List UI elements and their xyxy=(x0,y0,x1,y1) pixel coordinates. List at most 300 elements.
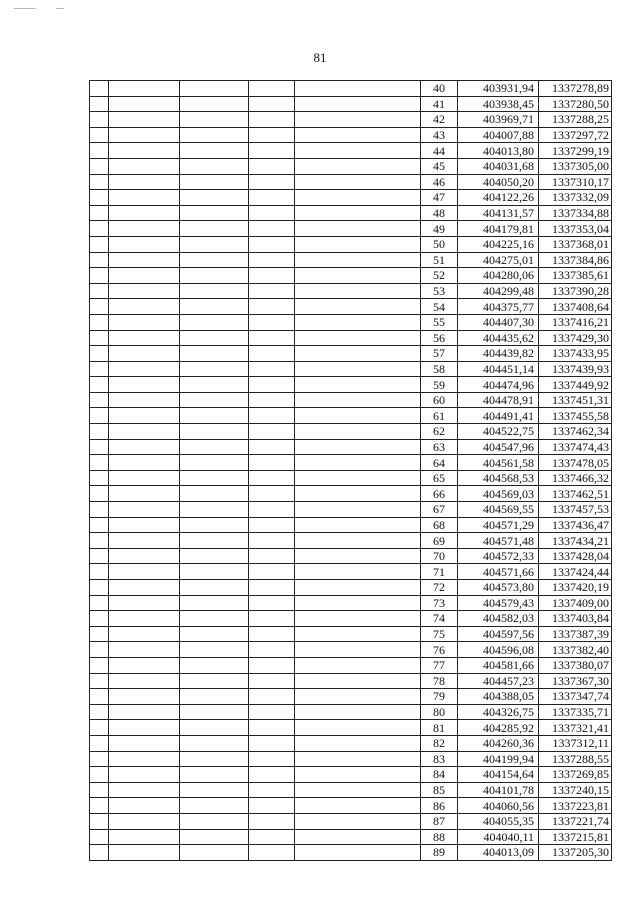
empty-cell xyxy=(249,564,295,580)
empty-cell xyxy=(109,174,180,190)
empty-cell xyxy=(109,112,180,128)
table-row xyxy=(90,486,612,502)
x-coordinate-cell: 404101,78 xyxy=(458,782,539,798)
table-row xyxy=(90,205,612,221)
point-number-cell: 71 xyxy=(421,564,458,580)
empty-cell xyxy=(295,829,421,845)
empty-cell xyxy=(180,377,249,393)
table-row xyxy=(90,424,612,440)
empty-cell xyxy=(90,283,109,299)
point-number-cell: 79 xyxy=(421,689,458,705)
point-number-cell: 50 xyxy=(421,236,458,252)
empty-cell xyxy=(90,735,109,751)
empty-cell xyxy=(295,236,421,252)
y-coordinate-cell: 1337221,74 xyxy=(539,813,612,829)
x-coordinate-cell: 404478,91 xyxy=(458,392,539,408)
point-number-cell: 46 xyxy=(421,174,458,190)
y-coordinate-cell: 1337297,72 xyxy=(539,127,612,143)
y-coordinate-cell: 1337299,19 xyxy=(539,143,612,159)
empty-cell xyxy=(180,813,249,829)
point-number-cell: 48 xyxy=(421,205,458,221)
empty-cell xyxy=(90,751,109,767)
empty-cell xyxy=(90,190,109,206)
table-row xyxy=(90,673,612,689)
point-number-cell: 55 xyxy=(421,314,458,330)
empty-cell xyxy=(249,221,295,237)
empty-cell xyxy=(180,314,249,330)
empty-cell xyxy=(180,252,249,268)
x-coordinate-cell: 404179,81 xyxy=(458,221,539,237)
empty-cell xyxy=(295,299,421,315)
empty-cell xyxy=(249,829,295,845)
empty-cell xyxy=(249,361,295,377)
y-coordinate-cell: 1337269,85 xyxy=(539,767,612,783)
empty-cell xyxy=(249,502,295,518)
empty-cell xyxy=(249,314,295,330)
point-number-cell: 85 xyxy=(421,782,458,798)
point-number-cell: 74 xyxy=(421,611,458,627)
empty-cell xyxy=(249,455,295,471)
x-coordinate-cell: 404122,26 xyxy=(458,190,539,206)
y-coordinate-cell: 1337474,43 xyxy=(539,439,612,455)
empty-cell xyxy=(180,564,249,580)
empty-cell xyxy=(90,96,109,112)
empty-cell xyxy=(249,236,295,252)
empty-cell xyxy=(90,143,109,159)
empty-cell xyxy=(249,81,295,97)
x-coordinate-cell: 404007,88 xyxy=(458,127,539,143)
empty-cell xyxy=(90,845,109,861)
empty-cell xyxy=(295,533,421,549)
empty-cell xyxy=(249,813,295,829)
y-coordinate-cell: 1337408,64 xyxy=(539,299,612,315)
empty-cell xyxy=(109,190,180,206)
x-coordinate-cell: 404199,94 xyxy=(458,751,539,767)
empty-cell xyxy=(295,96,421,112)
empty-cell xyxy=(180,782,249,798)
empty-cell xyxy=(90,408,109,424)
y-coordinate-cell: 1337240,15 xyxy=(539,782,612,798)
empty-cell xyxy=(249,470,295,486)
empty-cell xyxy=(295,190,421,206)
empty-cell xyxy=(109,236,180,252)
empty-cell xyxy=(249,767,295,783)
table-row xyxy=(90,377,612,393)
table-row xyxy=(90,751,612,767)
x-coordinate-cell: 404569,55 xyxy=(458,502,539,518)
empty-cell xyxy=(295,735,421,751)
empty-cell xyxy=(249,626,295,642)
point-number-cell: 83 xyxy=(421,751,458,767)
empty-cell xyxy=(295,408,421,424)
empty-cell xyxy=(295,439,421,455)
empty-cell xyxy=(109,268,180,284)
empty-cell xyxy=(249,392,295,408)
y-coordinate-cell: 1337223,81 xyxy=(539,798,612,814)
x-coordinate-cell: 404013,09 xyxy=(458,845,539,861)
empty-cell xyxy=(109,564,180,580)
empty-cell xyxy=(180,112,249,128)
x-coordinate-cell: 404573,80 xyxy=(458,580,539,596)
empty-cell xyxy=(90,767,109,783)
empty-cell xyxy=(295,548,421,564)
x-coordinate-cell: 404375,77 xyxy=(458,299,539,315)
empty-cell xyxy=(249,112,295,128)
empty-cell xyxy=(249,486,295,502)
table-row xyxy=(90,657,612,673)
empty-cell xyxy=(180,299,249,315)
table-row xyxy=(90,642,612,658)
empty-cell xyxy=(249,408,295,424)
empty-cell xyxy=(90,205,109,221)
point-number-cell: 86 xyxy=(421,798,458,814)
empty-cell xyxy=(90,782,109,798)
empty-cell xyxy=(90,174,109,190)
empty-cell xyxy=(295,455,421,471)
table-row xyxy=(90,548,612,564)
x-coordinate-cell: 404457,23 xyxy=(458,673,539,689)
empty-cell xyxy=(180,798,249,814)
x-coordinate-cell: 404596,08 xyxy=(458,642,539,658)
y-coordinate-cell: 1337332,09 xyxy=(539,190,612,206)
empty-cell xyxy=(90,252,109,268)
empty-cell xyxy=(109,611,180,627)
empty-cell xyxy=(180,657,249,673)
empty-cell xyxy=(295,330,421,346)
point-number-cell: 59 xyxy=(421,377,458,393)
empty-cell xyxy=(249,424,295,440)
empty-cell xyxy=(249,283,295,299)
x-coordinate-cell: 404060,56 xyxy=(458,798,539,814)
point-number-cell: 61 xyxy=(421,408,458,424)
x-coordinate-cell: 404225,16 xyxy=(458,236,539,252)
x-coordinate-cell: 404280,06 xyxy=(458,268,539,284)
empty-cell xyxy=(180,720,249,736)
empty-cell xyxy=(249,751,295,767)
empty-cell xyxy=(249,642,295,658)
empty-cell xyxy=(90,330,109,346)
empty-cell xyxy=(295,486,421,502)
empty-cell xyxy=(109,751,180,767)
empty-cell xyxy=(295,689,421,705)
empty-cell xyxy=(90,268,109,284)
empty-cell xyxy=(90,626,109,642)
x-coordinate-cell: 404055,35 xyxy=(458,813,539,829)
x-coordinate-cell: 404260,36 xyxy=(458,735,539,751)
empty-cell xyxy=(295,673,421,689)
empty-cell xyxy=(180,845,249,861)
y-coordinate-cell: 1337466,32 xyxy=(539,470,612,486)
table-row xyxy=(90,96,612,112)
empty-cell xyxy=(180,533,249,549)
scan-header-marks xyxy=(14,8,94,12)
empty-cell xyxy=(180,735,249,751)
empty-cell xyxy=(295,346,421,362)
empty-cell xyxy=(90,81,109,97)
empty-cell xyxy=(249,330,295,346)
point-number-cell: 70 xyxy=(421,548,458,564)
page-number: 81 xyxy=(313,50,327,65)
point-number-cell: 58 xyxy=(421,361,458,377)
empty-cell xyxy=(90,580,109,596)
empty-cell xyxy=(109,720,180,736)
empty-cell xyxy=(90,704,109,720)
y-coordinate-cell: 1337347,74 xyxy=(539,689,612,705)
table-row xyxy=(90,439,612,455)
empty-cell xyxy=(295,564,421,580)
point-number-cell: 75 xyxy=(421,626,458,642)
empty-cell xyxy=(90,470,109,486)
y-coordinate-cell: 1337312,11 xyxy=(539,735,612,751)
empty-cell xyxy=(109,455,180,471)
empty-cell xyxy=(249,689,295,705)
table-row xyxy=(90,392,612,408)
empty-cell xyxy=(109,252,180,268)
empty-cell xyxy=(180,346,249,362)
point-number-cell: 44 xyxy=(421,143,458,159)
point-number-cell: 69 xyxy=(421,533,458,549)
empty-cell xyxy=(249,720,295,736)
point-number-cell: 64 xyxy=(421,455,458,471)
point-number-cell: 53 xyxy=(421,283,458,299)
empty-cell xyxy=(109,377,180,393)
table-row xyxy=(90,798,612,814)
point-number-cell: 73 xyxy=(421,595,458,611)
x-coordinate-cell: 404561,58 xyxy=(458,455,539,471)
empty-cell xyxy=(180,158,249,174)
point-number-cell: 82 xyxy=(421,735,458,751)
empty-cell xyxy=(180,673,249,689)
x-coordinate-cell: 404435,62 xyxy=(458,330,539,346)
empty-cell xyxy=(109,408,180,424)
table-row xyxy=(90,299,612,315)
y-coordinate-cell: 1337462,51 xyxy=(539,486,612,502)
empty-cell xyxy=(90,314,109,330)
empty-cell xyxy=(249,252,295,268)
y-coordinate-cell: 1337305,00 xyxy=(539,158,612,174)
empty-cell xyxy=(295,470,421,486)
empty-cell xyxy=(90,502,109,518)
table-row xyxy=(90,595,612,611)
y-coordinate-cell: 1337380,07 xyxy=(539,657,612,673)
empty-cell xyxy=(90,813,109,829)
point-number-cell: 60 xyxy=(421,392,458,408)
table-row xyxy=(90,314,612,330)
empty-cell xyxy=(90,533,109,549)
point-number-cell: 42 xyxy=(421,112,458,128)
empty-cell xyxy=(90,548,109,564)
point-number-cell: 49 xyxy=(421,221,458,237)
y-coordinate-cell: 1337478,05 xyxy=(539,455,612,471)
empty-cell xyxy=(109,221,180,237)
empty-cell xyxy=(295,798,421,814)
empty-cell xyxy=(109,127,180,143)
x-coordinate-cell: 404013,80 xyxy=(458,143,539,159)
x-coordinate-cell: 404275,01 xyxy=(458,252,539,268)
empty-cell xyxy=(295,127,421,143)
empty-cell xyxy=(249,96,295,112)
table-row xyxy=(90,408,612,424)
table-row xyxy=(90,813,612,829)
table-row xyxy=(90,190,612,206)
point-number-cell: 62 xyxy=(421,424,458,440)
table-row xyxy=(90,782,612,798)
empty-cell xyxy=(295,283,421,299)
empty-cell xyxy=(249,377,295,393)
empty-cell xyxy=(109,673,180,689)
point-number-cell: 67 xyxy=(421,502,458,518)
empty-cell xyxy=(109,813,180,829)
empty-cell xyxy=(295,221,421,237)
empty-cell xyxy=(249,611,295,627)
y-coordinate-cell: 1337321,41 xyxy=(539,720,612,736)
x-coordinate-cell: 404572,33 xyxy=(458,548,539,564)
table-row xyxy=(90,845,612,861)
empty-cell xyxy=(249,548,295,564)
x-coordinate-cell: 404579,43 xyxy=(458,595,539,611)
empty-cell xyxy=(249,782,295,798)
empty-cell xyxy=(180,190,249,206)
y-coordinate-cell: 1337439,93 xyxy=(539,361,612,377)
table-row xyxy=(90,174,612,190)
empty-cell xyxy=(180,580,249,596)
point-number-cell: 78 xyxy=(421,673,458,689)
y-coordinate-cell: 1337382,40 xyxy=(539,642,612,658)
empty-cell xyxy=(295,143,421,159)
table-row xyxy=(90,81,612,97)
table-row xyxy=(90,112,612,128)
empty-cell xyxy=(180,689,249,705)
y-coordinate-cell: 1337420,19 xyxy=(539,580,612,596)
empty-cell xyxy=(295,626,421,642)
point-number-cell: 84 xyxy=(421,767,458,783)
point-number-cell: 41 xyxy=(421,96,458,112)
empty-cell xyxy=(180,424,249,440)
empty-cell xyxy=(295,845,421,861)
x-coordinate-cell: 404547,96 xyxy=(458,439,539,455)
empty-cell xyxy=(109,143,180,159)
empty-cell xyxy=(90,798,109,814)
empty-cell xyxy=(180,283,249,299)
table-row xyxy=(90,720,612,736)
empty-cell xyxy=(180,455,249,471)
empty-cell xyxy=(180,221,249,237)
empty-cell xyxy=(180,174,249,190)
empty-cell xyxy=(109,548,180,564)
table-row xyxy=(90,611,612,627)
empty-cell xyxy=(90,158,109,174)
x-coordinate-cell: 404491,41 xyxy=(458,408,539,424)
x-coordinate-cell: 404569,03 xyxy=(458,486,539,502)
empty-cell xyxy=(249,158,295,174)
empty-cell xyxy=(249,143,295,159)
empty-cell xyxy=(109,829,180,845)
empty-cell xyxy=(180,751,249,767)
empty-cell xyxy=(295,767,421,783)
empty-cell xyxy=(90,611,109,627)
table-row xyxy=(90,221,612,237)
empty-cell xyxy=(180,143,249,159)
table-row xyxy=(90,330,612,346)
empty-cell xyxy=(249,205,295,221)
empty-cell xyxy=(109,314,180,330)
x-coordinate-cell: 404040,11 xyxy=(458,829,539,845)
table-row xyxy=(90,580,612,596)
empty-cell xyxy=(180,548,249,564)
table-row xyxy=(90,252,612,268)
y-coordinate-cell: 1337335,71 xyxy=(539,704,612,720)
y-coordinate-cell: 1337403,84 xyxy=(539,611,612,627)
y-coordinate-cell: 1337390,28 xyxy=(539,283,612,299)
empty-cell xyxy=(180,517,249,533)
empty-cell xyxy=(90,564,109,580)
empty-cell xyxy=(90,299,109,315)
y-coordinate-cell: 1337449,92 xyxy=(539,377,612,393)
y-coordinate-cell: 1337384,86 xyxy=(539,252,612,268)
point-number-cell: 87 xyxy=(421,813,458,829)
empty-cell xyxy=(249,704,295,720)
table-row xyxy=(90,127,612,143)
point-number-cell: 56 xyxy=(421,330,458,346)
empty-cell xyxy=(109,502,180,518)
empty-cell xyxy=(295,392,421,408)
point-number-cell: 52 xyxy=(421,268,458,284)
empty-cell xyxy=(180,767,249,783)
empty-cell xyxy=(180,361,249,377)
table-row xyxy=(90,735,612,751)
empty-cell xyxy=(109,657,180,673)
empty-cell xyxy=(295,782,421,798)
point-number-cell: 76 xyxy=(421,642,458,658)
empty-cell xyxy=(109,580,180,596)
point-number-cell: 72 xyxy=(421,580,458,596)
empty-cell xyxy=(90,689,109,705)
x-coordinate-cell: 404451,14 xyxy=(458,361,539,377)
empty-cell xyxy=(109,689,180,705)
empty-cell xyxy=(295,720,421,736)
y-coordinate-cell: 1337436,47 xyxy=(539,517,612,533)
empty-cell xyxy=(295,704,421,720)
table-row xyxy=(90,143,612,159)
y-coordinate-cell: 1337334,88 xyxy=(539,205,612,221)
table-row xyxy=(90,236,612,252)
empty-cell xyxy=(109,158,180,174)
empty-cell xyxy=(109,517,180,533)
point-number-cell: 68 xyxy=(421,517,458,533)
empty-cell xyxy=(249,735,295,751)
empty-cell xyxy=(295,252,421,268)
empty-cell xyxy=(109,81,180,97)
empty-cell xyxy=(180,502,249,518)
point-number-cell: 43 xyxy=(421,127,458,143)
empty-cell xyxy=(249,517,295,533)
empty-cell xyxy=(180,330,249,346)
empty-cell xyxy=(180,829,249,845)
empty-cell xyxy=(90,720,109,736)
y-coordinate-cell: 1337205,30 xyxy=(539,845,612,861)
empty-cell xyxy=(109,767,180,783)
empty-cell xyxy=(90,346,109,362)
empty-cell xyxy=(90,127,109,143)
y-coordinate-cell: 1337353,04 xyxy=(539,221,612,237)
x-coordinate-cell: 404582,03 xyxy=(458,611,539,627)
empty-cell xyxy=(249,798,295,814)
x-coordinate-cell: 404326,75 xyxy=(458,704,539,720)
empty-cell xyxy=(249,268,295,284)
empty-cell xyxy=(295,595,421,611)
y-coordinate-cell: 1337387,39 xyxy=(539,626,612,642)
table-row xyxy=(90,268,612,284)
